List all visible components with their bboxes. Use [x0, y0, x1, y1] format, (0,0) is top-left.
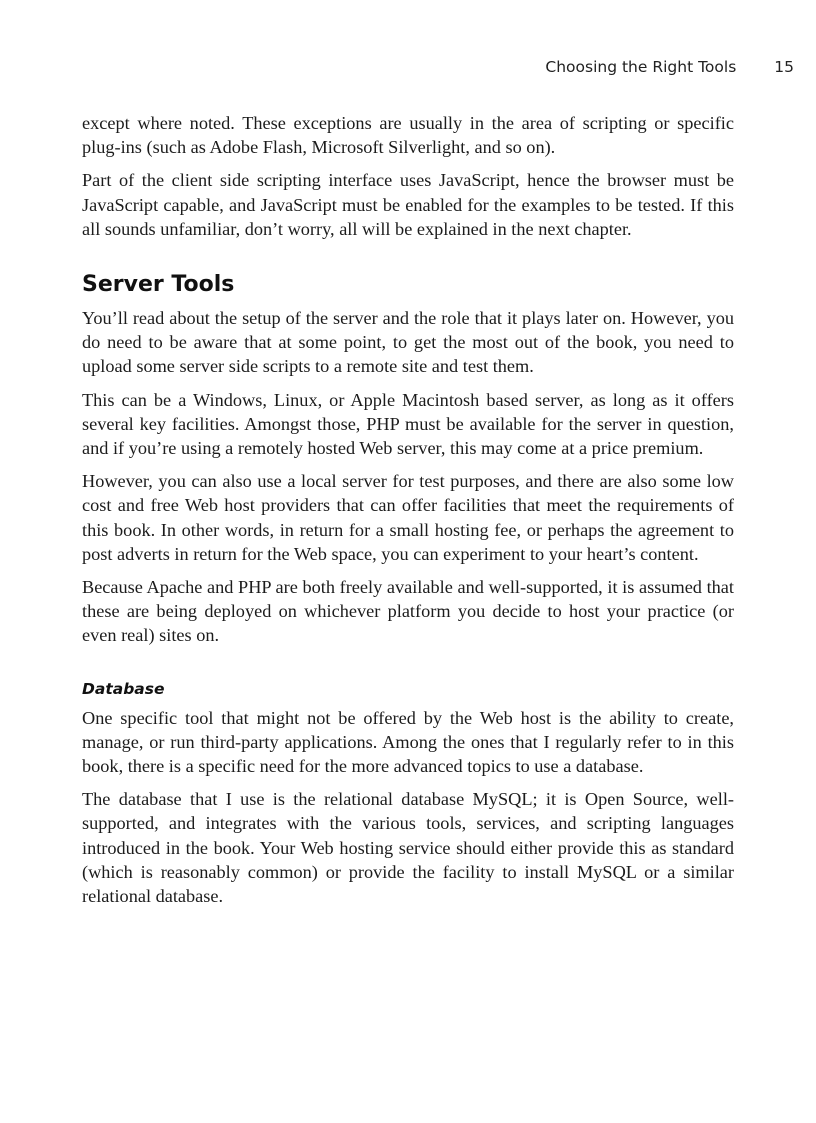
subsection-heading-database: Database	[82, 679, 165, 698]
chapter-title: Choosing the Right Tools	[545, 58, 737, 76]
paragraph: Part of the client side scripting interface uses JavaScript, hence the browser must be JavaScript capable, and JavaScript must be enabled for the examples to be tested. If this all sounds unfamiliar, don’t worry, all will be explained in the next chapter.	[82, 170, 734, 239]
paragraph: However, you can also use a local server for test purposes, and there are also some low cost and free Web host providers that can offer facilities that meet the requirements of this book. In other words, in return for a small hosting fee, or perhaps the agreement to post adverts in return for the Web space, you can experiment to your heart’s content.	[82, 471, 734, 564]
paragraph: The database that I use is the relational database MySQL; it is Open Source, well-supported, and integrates with the various tools, services, and scripting languages introduced in the book. Your Web hosting service should either provide this as standard (which is reasonably common) or provide the facility to install MySQL or a similar relational database.	[82, 789, 734, 907]
page-body	[82, 111, 734, 917]
running-header	[545, 58, 794, 76]
paragraph: This can be a Windows, Linux, or Apple Macintosh based server, as long as it offers several key facilities. Amongst those, PHP must be available for the server in question, and if you’re using a remotely hosted Web server, this may come at a price premium.	[82, 389, 734, 459]
paragraph: Because Apache and PHP are both freely available and well-supported, it is assumed that these are being deployed on whichever platform you decide to host your practice (or even real) sites on.	[82, 577, 734, 646]
section-heading-server-tools: Server Tools	[82, 272, 235, 298]
paragraph: One specific tool that might not be offered by the Web host is the ability to create, manage, or run third-party applications. Among the ones that I regularly refer to in this book, there is a specific need for the more advanced topics to use a database.	[82, 707, 734, 777]
paragraph: except where noted. These exceptions are usually in the area of scripting or specific plug-ins (such as Adobe Flash, Microsoft Silverlight, and so on).	[82, 113, 734, 158]
page-number: 15	[774, 58, 794, 76]
paragraph: You’ll read about the setup of the server and the role that it plays later on. However, you do need to be aware that at some point, to get the most out of the book, you need to upload some server side scripts to a remote site and test them.	[82, 308, 734, 377]
